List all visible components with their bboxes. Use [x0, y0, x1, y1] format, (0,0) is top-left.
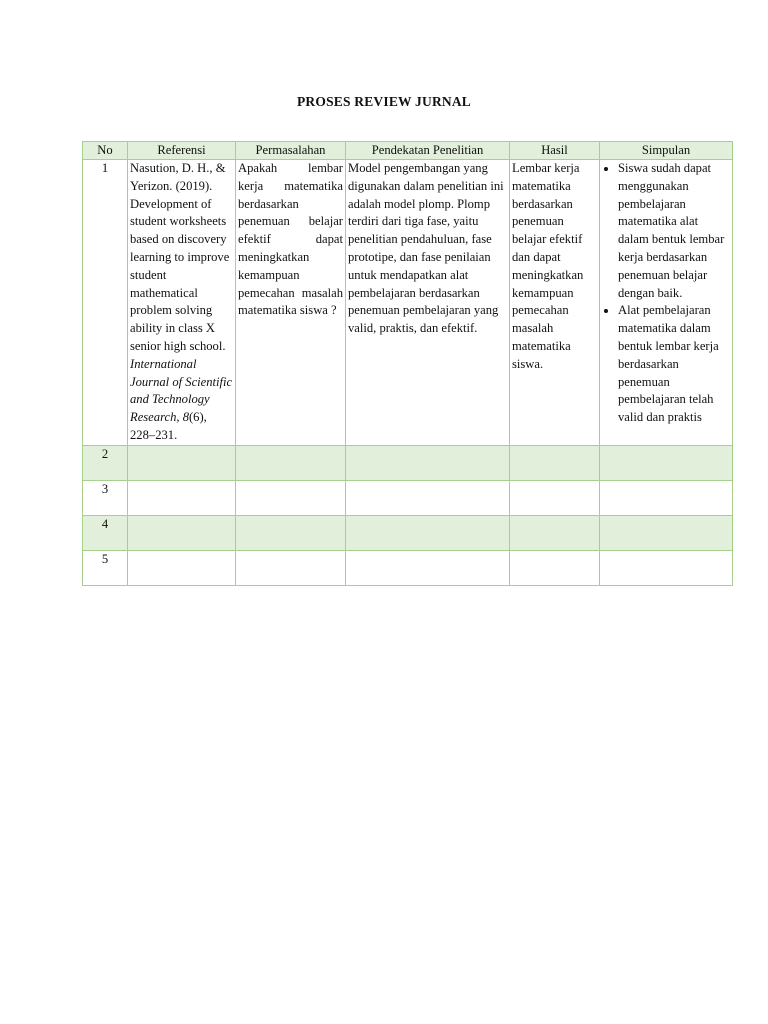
row-3-cell [600, 480, 733, 515]
row-3-no: 3 [83, 480, 128, 515]
table-row [83, 515, 733, 550]
table-row [83, 445, 733, 480]
row-5-cell [346, 550, 510, 585]
ref-issue-pages: (6), 228–231. [130, 410, 207, 442]
header-referensi: Referensi [128, 142, 236, 160]
row-4-cell [346, 515, 510, 550]
row-5-cell [510, 550, 600, 585]
header-no: No [83, 142, 128, 160]
header-hasil: Hasil [510, 142, 600, 160]
row-3-cell [346, 480, 510, 515]
simpulan-item-1: • Siswa sudah dapat menggunakan pembelajaran matematika alat dalam bentuk lembar kerja berdasarkan penemuan belajar dengan baik. [618, 160, 730, 302]
row-5-cell [236, 550, 346, 585]
ref-citation: Nasution, D. H., & Yerizon. (2019). Development of student worksheets based on discovery learning to improve student mathematical problem solving ability in class X senior high school. [130, 161, 230, 353]
ref-volume: 8 [182, 410, 189, 425]
row-1-hasil: Lembar kerja matematika berdasarkan penemuan belajar efektif dan dapat meningkatkan kemampuan pemecahan masalah matematika siswa. [510, 160, 600, 446]
page-title: PROSES REVIEW JURNAL [296, 94, 472, 109]
row-2-cell [346, 445, 510, 480]
table-row [83, 480, 733, 515]
row-1-simpulan [600, 160, 733, 446]
row-4-cell [236, 515, 346, 550]
ref-comma: , [176, 410, 183, 425]
ref-journal: International Journal of Scientific and Technology Research [130, 356, 233, 425]
row-2-cell [510, 445, 600, 480]
row-3-cell [128, 480, 236, 515]
row-2-cell [600, 445, 733, 480]
row-2-cell [236, 445, 346, 480]
row-2-no: 2 [83, 445, 128, 480]
simpulan-list [602, 160, 730, 427]
row-5-cell [128, 550, 236, 585]
row-1-pendekatan: Model pengembangan yang digunakan dalam penelitian ini adalah model plomp. Plomp terdiri dari tiga fase, yaitu penelitian pendahuluan, fase prototipe, dan fase penilaian untuk mendapatkan alat pembelajaran berdasarkan penemuan pembelajaran yang valid, praktis, dan efektif. [346, 160, 510, 446]
row-5-no: 5 [83, 550, 128, 585]
row-4-no: 4 [83, 515, 128, 550]
review-table [82, 141, 733, 586]
row-1-no: 1 [83, 160, 128, 446]
row-5-cell [600, 550, 733, 585]
row-3-cell [510, 480, 600, 515]
header-pendekatan: Pendekatan Penelitian [346, 142, 510, 160]
row-4-cell [600, 515, 733, 550]
row-4-cell [128, 515, 236, 550]
row-1-referensi [128, 160, 236, 446]
table-row [83, 550, 733, 585]
table-row [83, 160, 733, 446]
simpulan-item-2: • Alat pembelajaran matematika dalam bentuk lembar kerja berdasarkan penemuan pembelajaran telah valid dan praktis [618, 302, 730, 427]
table-header-row [83, 142, 733, 160]
header-permasalahan: Permasalahan [236, 142, 346, 160]
row-3-cell [236, 480, 346, 515]
header-simpulan: Simpulan [600, 142, 733, 160]
row-4-cell [510, 515, 600, 550]
row-1-permasalahan: Apakah lembar kerja matematika berdasarkan penemuan belajar efektif dapat meningkatkan kemampuan pemecahan masalah matematika siswa ? [236, 160, 346, 446]
row-2-cell [128, 445, 236, 480]
